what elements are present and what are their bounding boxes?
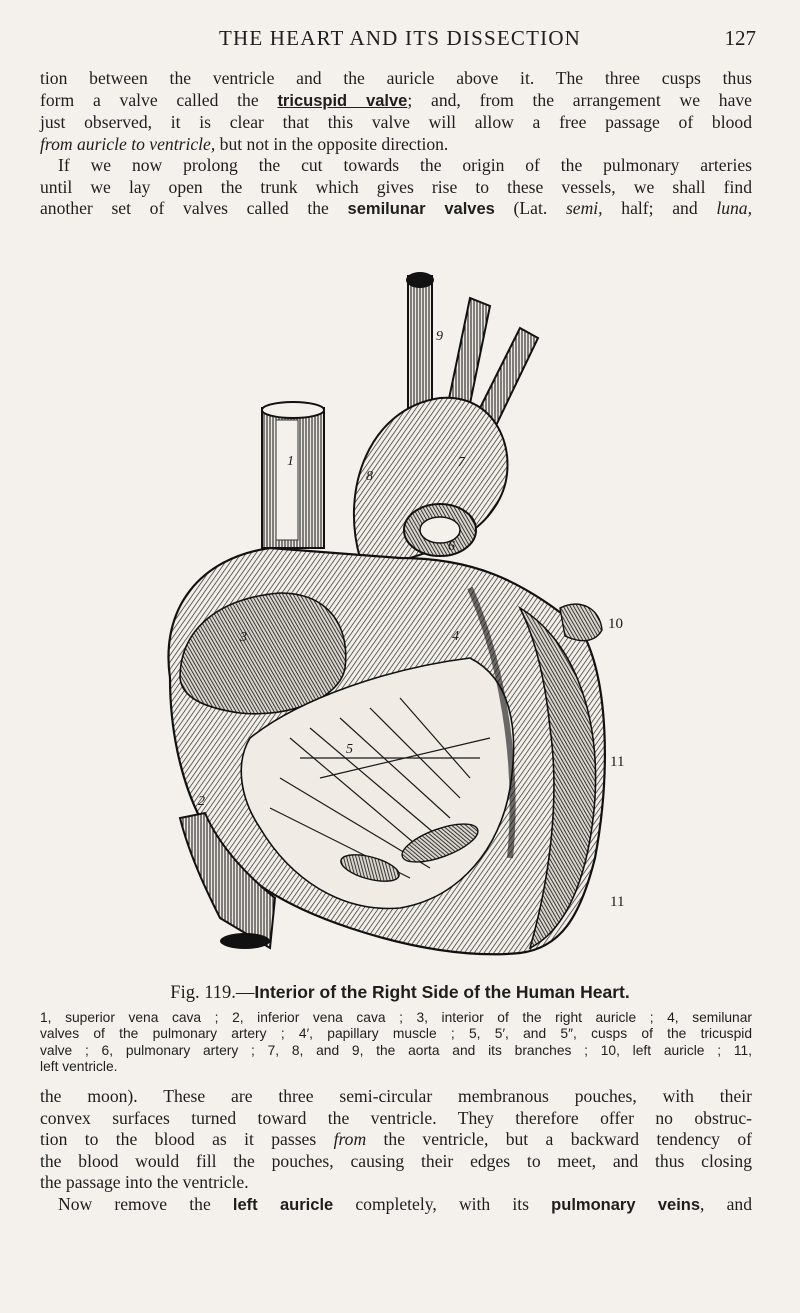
figure-legend <box>40 1010 752 1075</box>
figure-label-9: 9 <box>436 329 443 344</box>
text-line <box>40 134 752 156</box>
figure-label-8: 8 <box>366 469 373 484</box>
text-line <box>40 1194 752 1217</box>
paragraph-tricuspid <box>40 68 752 221</box>
left-auricle <box>560 604 602 641</box>
figure-label-10: 10 <box>608 616 623 632</box>
running-head: THE HEART AND ITS DISSECTION <box>218 26 582 50</box>
figure-title: Interior of the Right Side of the Human Heart. <box>254 982 630 1002</box>
text-line: convex surfaces turned toward the ventricle. They therefore offer no obstruc- <box>40 1107 752 1128</box>
figure-label-11-upper: 11 <box>610 754 625 770</box>
text-line: just observed, it is clear that this valve will allow a free passage of blood <box>40 112 752 132</box>
term-pulmonary-veins: pulmonary veins <box>551 1195 701 1214</box>
text-run: ; and, from the arrangement we have <box>407 89 752 110</box>
text-line: tion to the blood as it passes from the ventricle, but a backward tendency of <box>40 1129 752 1149</box>
text-run: , and <box>700 1193 753 1214</box>
text-line <box>40 198 752 221</box>
text-run: half; and <box>602 198 717 218</box>
pulmonary-artery <box>404 504 476 556</box>
legend-line: valves of the pulmonary artery ; 4′, papillary muscle ; 5, 5′, and 5″, cusps of the tricuspid <box>40 1026 752 1042</box>
italic-phrase: from auricle to ventricle, <box>40 133 216 154</box>
figure-label-3: 3 <box>240 630 247 645</box>
text-line: the passage into the ventricle. <box>40 1172 249 1192</box>
text-line <box>40 90 752 113</box>
legend-line: 1, superior vena cava ; 2, inferior vena cava ; 3, interior of the right auricle ; 4, semilunar <box>40 1010 752 1025</box>
text-run: another set of valves called the <box>40 198 348 218</box>
page-header <box>0 24 800 54</box>
term-semilunar-valves: semilunar valves <box>347 200 495 218</box>
legend-line: left ventricle. <box>40 1058 118 1074</box>
heart-body <box>168 548 604 954</box>
figure-number: Fig. 119.— <box>170 983 255 1003</box>
text-line: until we lay open the trunk which gives rise to these vessels, we shall find <box>40 176 752 197</box>
page-number: 127 <box>724 26 756 50</box>
figure-label-2: 2 <box>198 794 205 809</box>
text-line: the blood would fill the pouches, causing their edges to meet, and thus closing <box>40 1150 752 1171</box>
figure-label-7: 7 <box>458 455 465 470</box>
heart-illustration <box>140 258 640 958</box>
text-line: the moon). These are three semi-circular membranous pouches, with their <box>40 1086 752 1106</box>
figure-label-5: 5 <box>346 742 353 757</box>
term-left-auricle: left auricle <box>232 1195 334 1214</box>
text-run: completely, with its <box>333 1193 552 1214</box>
text-run: (Lat. <box>494 198 566 218</box>
term-tricuspid-valve: tricuspid valve <box>277 91 408 110</box>
latin-word-semi: semi, <box>565 198 603 218</box>
superior-vena-cava <box>262 402 324 548</box>
latin-word-luna: luna, <box>716 198 752 218</box>
text-run: but not in the opposite direction. <box>215 133 449 154</box>
heart-engraving <box>140 258 640 958</box>
figure-caption <box>0 982 800 1004</box>
italic-word-from: from <box>333 1129 367 1149</box>
paragraph-semilunar <box>40 1086 752 1216</box>
text-run: form a valve called the <box>40 89 278 110</box>
text-line: If we now prolong the cut towards the origin of the pulmonary arteries <box>58 155 752 175</box>
text-run: Now remove the <box>58 1193 233 1214</box>
figure-label-1: 1 <box>287 454 294 469</box>
figure-label-11-lower: 11 <box>610 894 625 910</box>
legend-line: valve ; 6, pulmonary artery ; 7, 8, and 9, the aorta and its branches ; 10, left auricle ; 11, <box>40 1042 752 1058</box>
figure-label-4: 4 <box>452 629 459 644</box>
text-line: tion between the ventricle and the auricle above it. The three cusps thus <box>40 68 752 88</box>
figure-label-6: 6 <box>448 539 455 554</box>
